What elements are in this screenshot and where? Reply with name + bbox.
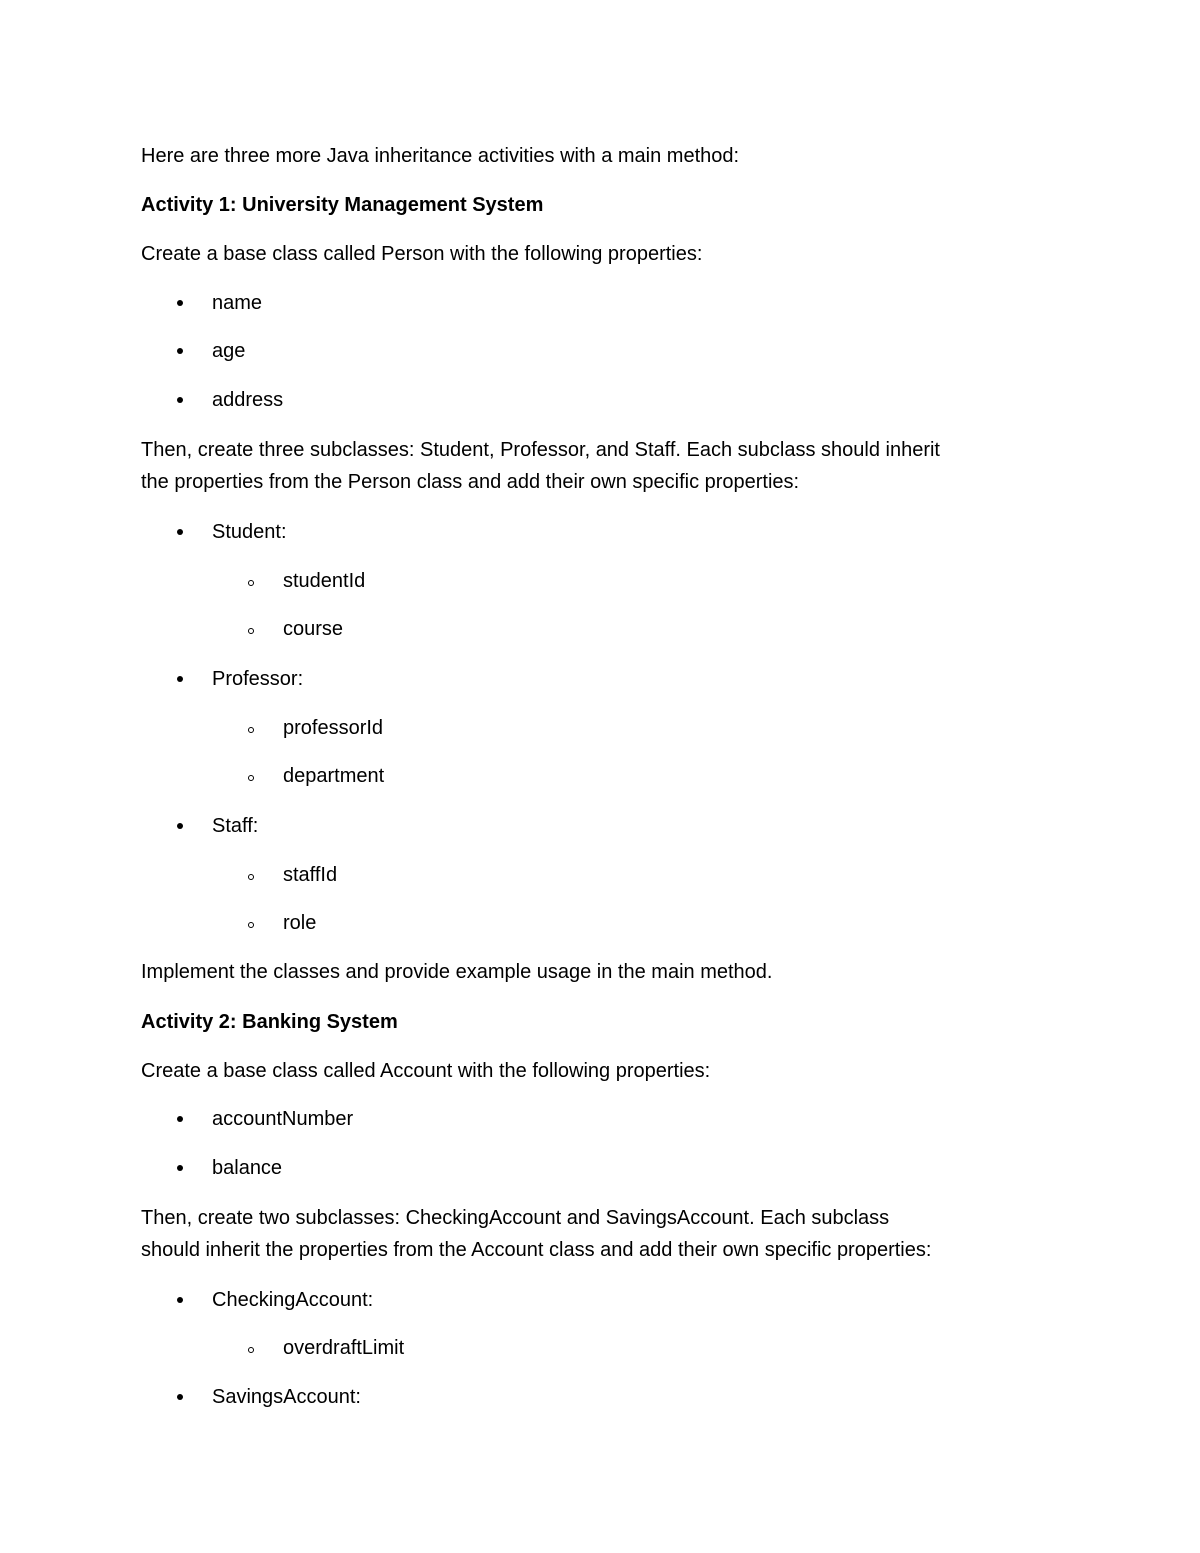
list-item: Professor: [212, 663, 303, 695]
bullet-icon [177, 1116, 183, 1122]
list-item: address [212, 384, 283, 416]
list-item: SavingsAccount: [212, 1381, 361, 1413]
activity-1-sub-text-line-1: Then, create three subclasses: Student, Professor, and Staff. Each subclass should inherit [141, 439, 940, 461]
list-item: overdraftLimit [283, 1332, 404, 1364]
circle-bullet-icon [248, 1347, 254, 1353]
activity-2-sub-text-line-1: Then, create two subclasses: CheckingAccount and SavingsAccount. Each subclass [141, 1207, 890, 1229]
activity-1-closing: Implement the classes and provide example usage in the main method. [141, 961, 773, 983]
bullet-icon [177, 300, 183, 306]
bullet-icon [177, 529, 183, 535]
circle-bullet-icon [248, 775, 254, 781]
list-item: course [283, 613, 343, 645]
list-item: Staff: [212, 810, 258, 842]
intro-text: Here are three more Java inheritance activities with a main method: [141, 145, 740, 167]
list-item: age [212, 335, 245, 367]
bullet-icon [177, 823, 183, 829]
list-item: balance [212, 1152, 282, 1184]
circle-bullet-icon [248, 922, 254, 928]
list-item: name [212, 287, 262, 319]
activity-1-base-text: Create a base class called Person with the following properties: [141, 243, 703, 265]
list-item: CheckingAccount: [212, 1284, 373, 1316]
list-item: accountNumber [212, 1103, 353, 1135]
list-item: professorId [283, 712, 383, 744]
bullet-icon [177, 676, 183, 682]
circle-bullet-icon [248, 727, 254, 733]
bullet-icon [177, 1165, 183, 1171]
activity-2-base-text: Create a base class called Account with the following properties: [141, 1060, 711, 1082]
activity-2-heading: Activity 2: Banking System [141, 1011, 398, 1033]
circle-bullet-icon [248, 580, 254, 586]
bullet-icon [177, 348, 183, 354]
activity-2-sub-text-line-2: should inherit the properties from the Account class and add their own specific properties: [141, 1239, 932, 1261]
circle-bullet-icon [248, 874, 254, 880]
list-item: staffId [283, 859, 337, 891]
list-item: role [283, 907, 316, 939]
bullet-icon [177, 397, 183, 403]
bullet-icon [177, 1394, 183, 1400]
list-item: department [283, 760, 384, 792]
bullet-icon [177, 1297, 183, 1303]
list-item: studentId [283, 565, 365, 597]
activity-1-sub-text-line-2: the properties from the Person class and add their own specific properties: [141, 471, 800, 493]
circle-bullet-icon [248, 628, 254, 634]
list-item: Student: [212, 516, 287, 548]
activity-1-heading: Activity 1: University Management System [141, 194, 544, 216]
